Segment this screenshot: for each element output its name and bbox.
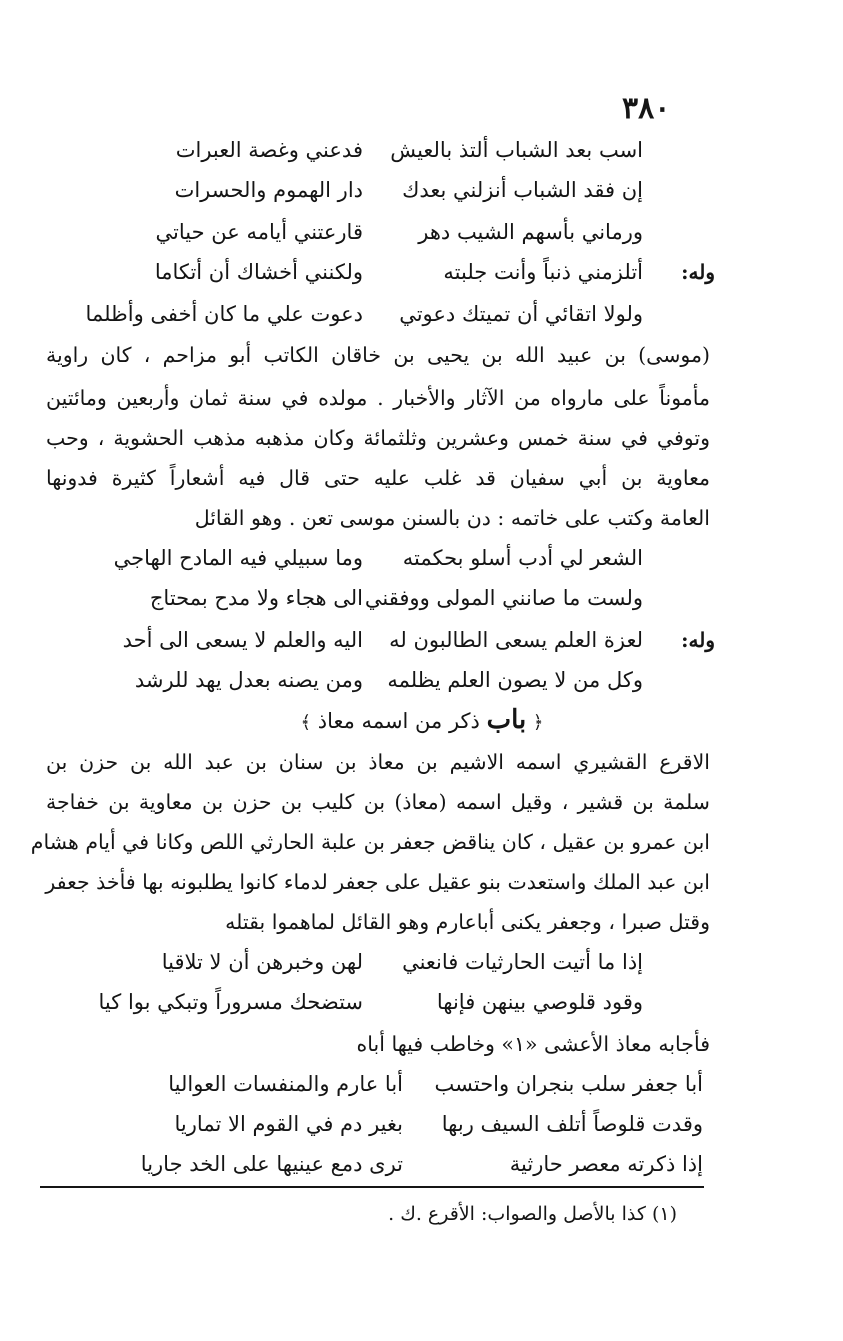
verse-hemistich-second: دعوت علي ما كان أخفى وأظلما <box>85 302 363 326</box>
verse-hemistich-second: وما سبيلي فيه المادح الهاجي <box>113 546 363 570</box>
verse-hemistich-second: بغير دم في القوم الا تماريا <box>174 1112 403 1136</box>
ornament-bracket: ﴾ <box>300 712 312 733</box>
verse-hemistich-first: لعزة العلم يسعى الطالبون له <box>389 628 643 652</box>
verse-hemistich-first: إن فقد الشباب أنزلني بعدك <box>402 178 643 202</box>
wa-lahu-label: وله: <box>681 628 715 652</box>
prose-line: ابن عبد الملك واستعدت بنو عقيل على جعفر لدماء كانوا يطلبونه بها فأخذ جعفر <box>45 870 710 894</box>
verse-line <box>0 1144 843 1184</box>
prose-line: (موسى) بن عبيد الله بن يحيى بن خاقان الكاتب أبو مزاحم ، كان راوية <box>46 343 710 367</box>
verse-hemistich-first: الشعر لي أدب أسلو بحكمته <box>402 546 643 570</box>
verse-line <box>0 294 843 334</box>
verse-hemistich-first: إذا ذكرته معصر حارثية <box>509 1152 703 1176</box>
verse-hemistich-second: أبا عارم والمنفسات العواليا <box>168 1072 403 1096</box>
verse-line <box>0 620 843 660</box>
verse-line <box>0 252 843 292</box>
prose-line: مأموناً على مارواه من الآثار والأخبار . مولده في سنة ثمان وأربعين ومائتين <box>46 386 710 410</box>
prose-line: ابن عمرو بن عقيل ، كان يناقض جعفر بن علبة الحارثي اللص وكانا في أيام هشام <box>30 830 710 854</box>
verse-line <box>0 942 843 982</box>
footnote: (١) كذا بالأصل والصواب: الأقرع .ك . <box>388 1203 677 1225</box>
prose-line: الاقرع القشيري اسمه الاشيم بن معاذ بن سنان بن عبد الله بن حزن بن <box>46 750 710 774</box>
verse-hemistich-second: قارعتني أيامه عن حياتي <box>155 220 363 244</box>
verse-hemistich-first: وكل من لا يصون العلم يظلمه <box>387 668 643 692</box>
verse-hemistich-second: دار الهموم والحسرات <box>174 178 363 202</box>
verse-line <box>0 1104 843 1144</box>
verse-hemistich-first: وقود قلوصي بينهن فإنها <box>436 990 643 1014</box>
verse-hemistich-first: إذا ما أتيت الحارثيات فانعني <box>402 950 643 974</box>
page-number: ٣٨٠ <box>622 91 671 126</box>
verse-hemistich-first: ورماني بأسهم الشيب دهر <box>418 220 643 244</box>
ornament-bracket: ﴿ <box>532 712 544 733</box>
verse-hemistich-first: ولست ما صانني المولى ووفقني <box>364 586 643 610</box>
verse-hemistich-first: ولولا اتقائي أن تميتك دعوتي <box>399 302 643 326</box>
prose-line: العامة وكتب على خاتمه : دن بالسنن موسى تعن . وهو القائل <box>194 506 710 530</box>
verse-hemistich-first: أبا جعفر سلب بنجران واحتسب <box>434 1072 703 1096</box>
verse-line <box>0 130 843 170</box>
prose-line: وقتل صبرا ، وجعفر يكنى أباعارم وهو القائل لماهموا بقتله <box>225 910 710 934</box>
verse-hemistich-second: فدعني وغصة العبرات <box>175 138 363 162</box>
prose-line: معاوية بن أبي سفيان قد غلب عليه حتى قال فيه أشعاراً كثيرة فدونها <box>46 466 710 490</box>
wa-lahu-label: وله: <box>681 260 715 284</box>
chapter-word: باب <box>486 705 527 735</box>
verse-line <box>0 1064 843 1104</box>
verse-hemistich-second: لهن وخبرهن أن لا تلاقيا <box>161 950 363 974</box>
verse-hemistich-first: وقدت قلوصاً أتلف السيف ربها <box>441 1112 703 1136</box>
verse-line <box>0 170 843 210</box>
section-title: ذكر من اسمه معاذ <box>317 709 480 733</box>
verse-hemistich-first: أتلزمني ذنباً وأنت جلبته <box>443 260 643 284</box>
verse-hemistich-second: ولكنني أخشاك أن أتكاما <box>154 260 363 284</box>
verse-hemistich-second: ستضحك مسروراً وتبكي بوا كيا <box>98 990 363 1014</box>
verse-hemistich-second: الى هجاء ولا مدح بمحتاج <box>149 586 363 610</box>
prose-line: سلمة بن قشير ، وقيل اسمه (معاذ) بن كليب بن حزن بن معاوية بن خفاجة <box>46 790 710 814</box>
verse-hemistich-second: اليه والعلم لا يسعى الى أحد <box>122 628 363 652</box>
verse-line <box>0 212 843 252</box>
verse-line <box>0 660 843 700</box>
section-heading <box>212 700 632 740</box>
verse-hemistich-first: اسب بعد الشباب ألتذ بالعيش <box>390 138 643 162</box>
prose-line: وتوفي في سنة خمس وعشرين وثلثمائة وكان مذهبه مذهب الحشوية ، وحب <box>46 426 710 450</box>
verse-line <box>0 982 843 1022</box>
verse-hemistich-second: ترى دمع عينيها على الخد جاريا <box>140 1152 403 1176</box>
verse-line <box>0 538 843 578</box>
footnote-divider <box>40 1186 704 1188</box>
verse-line <box>0 578 843 618</box>
verse-hemistich-second: ومن يصنه بعدل يهد للرشد <box>134 668 363 692</box>
prose-line: فأجابه معاذ الأعشى «١» وخاطب فيها أباه <box>356 1032 710 1056</box>
